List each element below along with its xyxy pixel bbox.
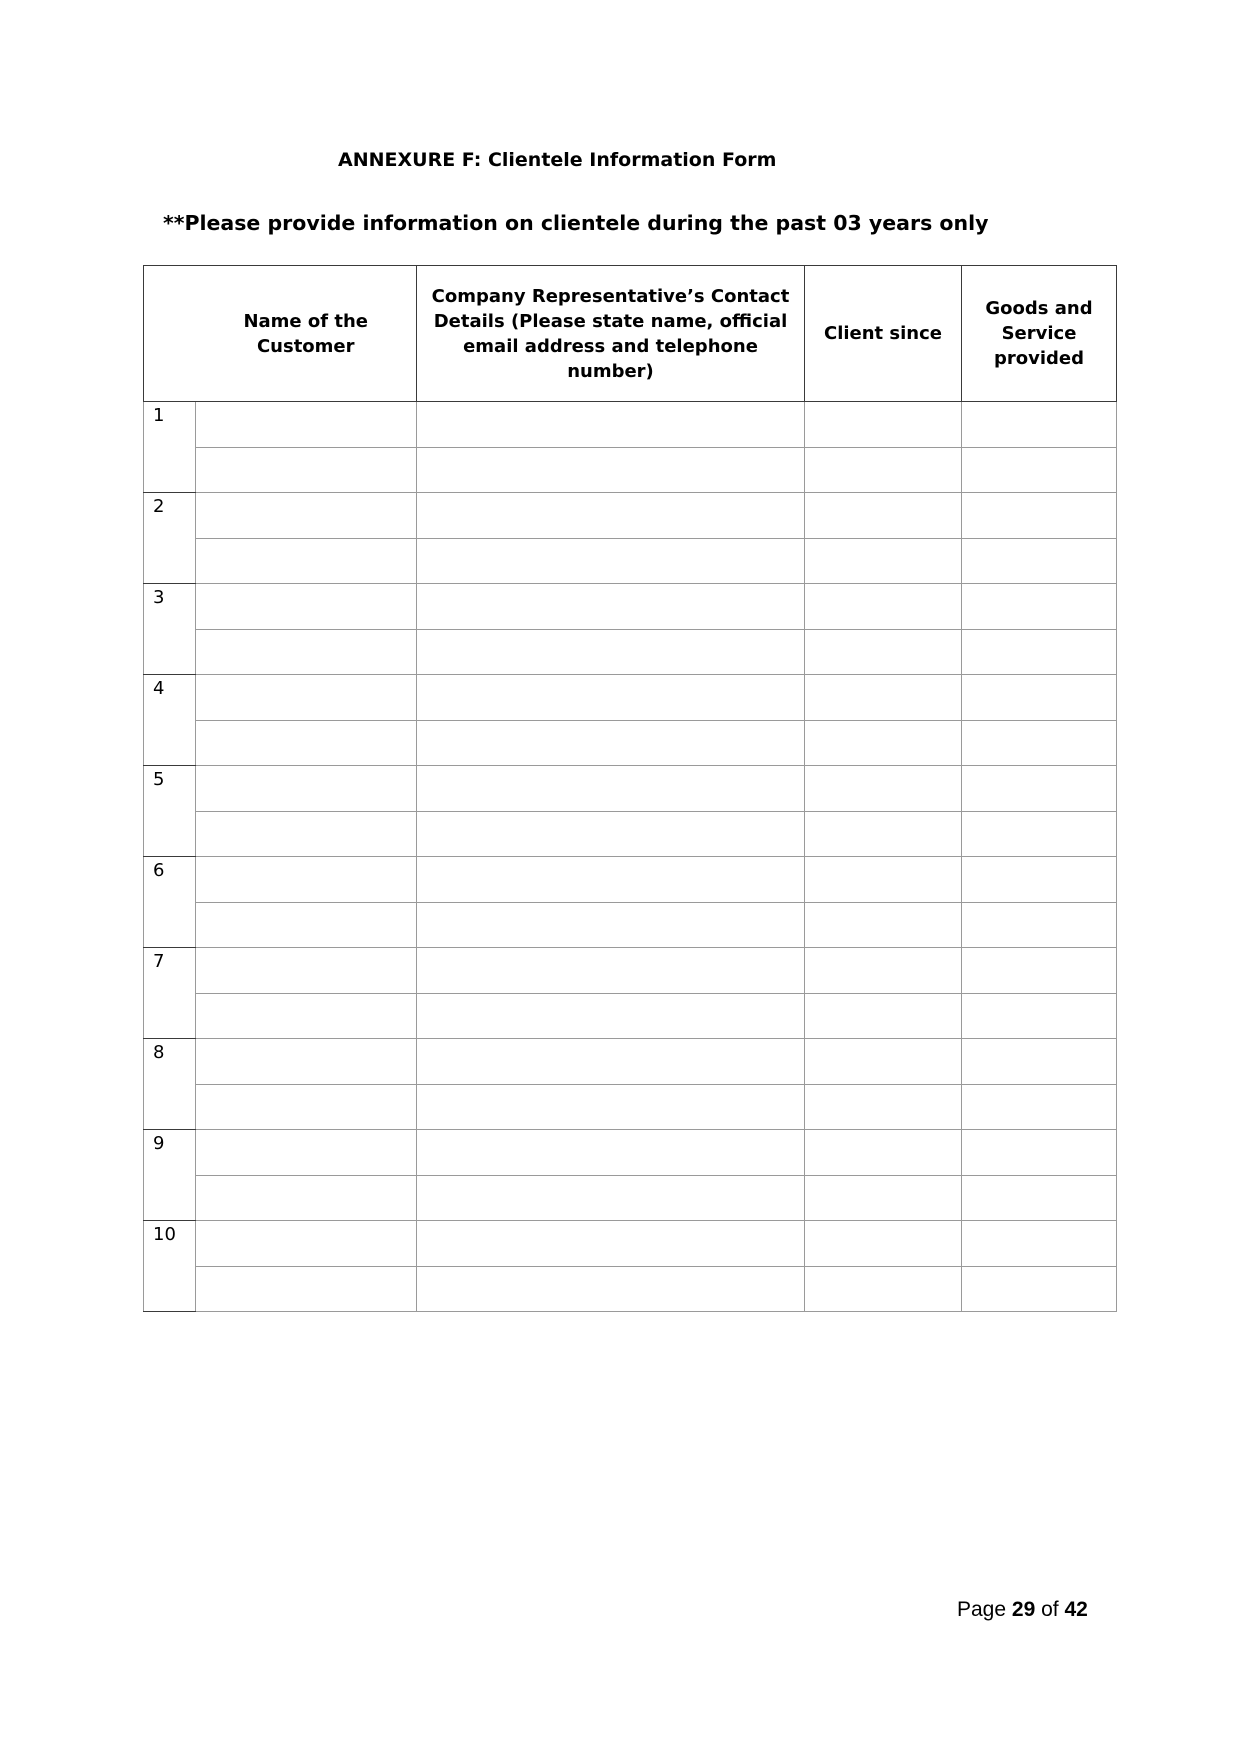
client-since-cell[interactable]	[805, 766, 962, 812]
client-since-cell[interactable]	[805, 1221, 962, 1267]
customer-name-cell[interactable]	[196, 584, 417, 630]
table-row	[144, 584, 1117, 630]
row-number: 10	[144, 1221, 196, 1312]
header-customer-name: Name of the Customer	[196, 266, 417, 402]
table-row	[144, 948, 1117, 994]
customer-name-cell[interactable]	[196, 1266, 417, 1312]
table-row	[144, 629, 1117, 675]
customer-name-cell[interactable]	[196, 1175, 417, 1221]
of-label: of	[1041, 1598, 1059, 1621]
header-goods-services: Goods and Service provided	[962, 266, 1117, 402]
contact-details-cell[interactable]	[417, 447, 805, 493]
contact-details-cell[interactable]	[417, 1039, 805, 1085]
table-row	[144, 993, 1117, 1039]
client-since-cell[interactable]	[805, 720, 962, 766]
contact-details-cell[interactable]	[417, 1175, 805, 1221]
goods-services-cell[interactable]	[962, 1039, 1117, 1085]
goods-services-cell[interactable]	[962, 584, 1117, 630]
row-number: 5	[144, 766, 196, 857]
page-label: Page	[957, 1598, 1007, 1621]
table-row	[144, 1266, 1117, 1312]
row-number: 8	[144, 1039, 196, 1130]
goods-services-cell[interactable]	[962, 1266, 1117, 1312]
customer-name-cell[interactable]	[196, 948, 417, 994]
contact-details-cell[interactable]	[417, 584, 805, 630]
table-row	[144, 811, 1117, 857]
client-since-cell[interactable]	[805, 447, 962, 493]
goods-services-cell[interactable]	[962, 1084, 1117, 1130]
table-row	[144, 675, 1117, 721]
client-since-cell[interactable]	[805, 811, 962, 857]
row-number: 3	[144, 584, 196, 675]
goods-services-cell[interactable]	[962, 493, 1117, 539]
header-contact-details: Company Representative’s Contact Details (Please state name, official email address and telephone number)	[417, 266, 805, 402]
page-title: ANNEXURE F: Clientele Information Form	[338, 149, 777, 171]
contact-details-cell[interactable]	[417, 629, 805, 675]
instruction-text: **Please provide information on clientele during the past 03 years only	[163, 211, 989, 235]
client-since-cell[interactable]	[805, 1266, 962, 1312]
table-row	[144, 1221, 1117, 1267]
customer-name-cell[interactable]	[196, 629, 417, 675]
table-row	[144, 902, 1117, 948]
client-since-cell[interactable]	[805, 948, 962, 994]
contact-details-cell[interactable]	[417, 948, 805, 994]
customer-name-cell[interactable]	[196, 1221, 417, 1267]
client-since-cell[interactable]	[805, 629, 962, 675]
contact-details-cell[interactable]	[417, 675, 805, 721]
customer-name-cell[interactable]	[196, 902, 417, 948]
row-number: 4	[144, 675, 196, 766]
header-number	[144, 266, 196, 402]
contact-details-cell[interactable]	[417, 402, 805, 448]
customer-name-cell[interactable]	[196, 766, 417, 812]
table-row	[144, 1175, 1117, 1221]
row-number: 1	[144, 402, 196, 493]
contact-details-cell[interactable]	[417, 538, 805, 584]
goods-services-cell[interactable]	[962, 902, 1117, 948]
client-since-cell[interactable]	[805, 1084, 962, 1130]
contact-details-cell[interactable]	[417, 720, 805, 766]
contact-details-cell[interactable]	[417, 811, 805, 857]
table-header-row	[144, 266, 1117, 402]
row-number: 7	[144, 948, 196, 1039]
client-since-cell[interactable]	[805, 1039, 962, 1085]
table-row	[144, 447, 1117, 493]
goods-services-cell[interactable]	[962, 1175, 1117, 1221]
table-row	[144, 720, 1117, 766]
contact-details-cell[interactable]	[417, 857, 805, 903]
contact-details-cell[interactable]	[417, 493, 805, 539]
customer-name-cell[interactable]	[196, 493, 417, 539]
customer-name-cell[interactable]	[196, 1130, 417, 1176]
contact-details-cell[interactable]	[417, 1130, 805, 1176]
table-row	[144, 538, 1117, 584]
page-number: 29	[1011, 1598, 1036, 1621]
contact-details-cell[interactable]	[417, 766, 805, 812]
client-since-cell[interactable]	[805, 584, 962, 630]
customer-name-cell[interactable]	[196, 993, 417, 1039]
table-row	[144, 493, 1117, 539]
goods-services-cell[interactable]	[962, 1130, 1117, 1176]
client-since-cell[interactable]	[805, 993, 962, 1039]
row-number: 6	[144, 857, 196, 948]
customer-name-cell[interactable]	[196, 402, 417, 448]
client-since-cell[interactable]	[805, 1130, 962, 1176]
contact-details-cell[interactable]	[417, 1266, 805, 1312]
table-row	[144, 857, 1117, 903]
row-number: 2	[144, 493, 196, 584]
contact-details-cell[interactable]	[417, 1221, 805, 1267]
client-since-cell[interactable]	[805, 902, 962, 948]
goods-services-cell[interactable]	[962, 811, 1117, 857]
table-row	[144, 1039, 1117, 1085]
goods-services-cell[interactable]	[962, 1221, 1117, 1267]
client-since-cell[interactable]	[805, 675, 962, 721]
goods-services-cell[interactable]	[962, 857, 1117, 903]
goods-services-cell[interactable]	[962, 720, 1117, 766]
goods-services-cell[interactable]	[962, 948, 1117, 994]
customer-name-cell[interactable]	[196, 720, 417, 766]
customer-name-cell[interactable]	[196, 857, 417, 903]
contact-details-cell[interactable]	[417, 902, 805, 948]
contact-details-cell[interactable]	[417, 993, 805, 1039]
customer-name-cell[interactable]	[196, 538, 417, 584]
contact-details-cell[interactable]	[417, 1084, 805, 1130]
customer-name-cell[interactable]	[196, 1039, 417, 1085]
table-row	[144, 766, 1117, 812]
clientele-table	[143, 265, 1117, 1312]
goods-services-cell[interactable]	[962, 993, 1117, 1039]
goods-services-cell[interactable]	[962, 402, 1117, 448]
table-row	[144, 402, 1117, 448]
table-row	[144, 1130, 1117, 1176]
header-client-since: Client since	[805, 266, 962, 402]
table-body	[144, 402, 1117, 1312]
row-number: 9	[144, 1130, 196, 1221]
client-since-cell[interactable]	[805, 857, 962, 903]
customer-name-cell[interactable]	[196, 675, 417, 721]
table-row	[144, 1084, 1117, 1130]
client-since-cell[interactable]	[805, 402, 962, 448]
goods-services-cell[interactable]	[962, 766, 1117, 812]
total-pages: 42	[1064, 1598, 1088, 1621]
goods-services-cell[interactable]	[962, 629, 1117, 675]
client-since-cell[interactable]	[805, 1175, 962, 1221]
goods-services-cell[interactable]	[962, 447, 1117, 493]
customer-name-cell[interactable]	[196, 811, 417, 857]
client-since-cell[interactable]	[805, 493, 962, 539]
customer-name-cell[interactable]	[196, 447, 417, 493]
page-footer	[957, 1598, 1088, 1622]
goods-services-cell[interactable]	[962, 675, 1117, 721]
customer-name-cell[interactable]	[196, 1084, 417, 1130]
client-since-cell[interactable]	[805, 538, 962, 584]
goods-services-cell[interactable]	[962, 538, 1117, 584]
